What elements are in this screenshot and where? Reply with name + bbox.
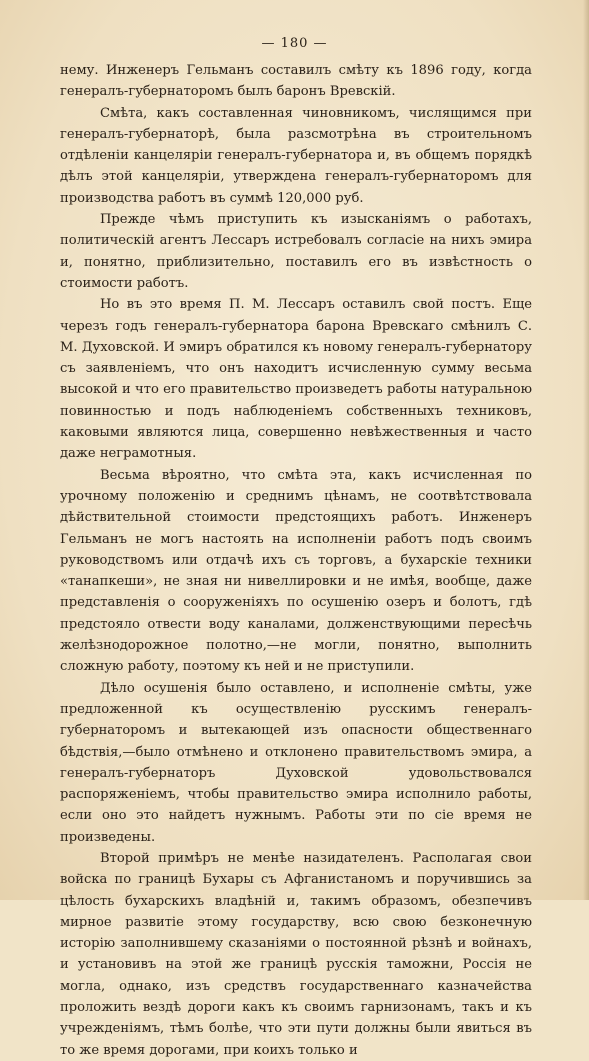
page-edge-shadow [583, 0, 589, 900]
paragraph-5: Весьма вѣроятно, что смѣта эта, какъ исчисленная по урочному положенію и среднимъ цѣнамъ, не соотвѣтствовала дѣйствительной стоимости предстоящихъ работъ. Инженеръ Гельманъ не могъ настоять на исполненіи работъ подъ своимъ руководствомъ или отдачѣ ихъ съ торговъ, а бухарскіе техники «танапкеши», не зная ни нивеллировки и не имѣя, вообще, даже представленія о сооруженіяхъ по осушенію озеръ и болотъ, гдѣ предстояло отвести воду каналами, долженствующими пересѣчь желѣзнодорожное полотно,—не могли, понятно, выполнить сложную работу, поэтому къ ней и не приступили. [60, 467, 532, 675]
paragraph-6: Дѣло осушенія было оставлено, и исполненіе смѣты, уже предложенной къ осуществленію русскимъ генералъ-губернаторомъ и вытекающей изъ опасности общественнаго бѣдствія,—было отмѣнено и отклонено правительствомъ эмира, а генералъ-губернаторъ Духовской удовольствовался распоряженіемъ, чтобы правительство эмира исполнило работы, если оно это найдетъ нужнымъ. Работы эти по сіе время не произведены. [60, 680, 532, 845]
body-text [60, 60, 532, 1061]
paragraph-4: Но въ это время П. М. Лессаръ оставилъ свой постъ. Еще черезъ годъ генералъ-губернатора барона Вревскаго смѣнилъ С. М. Духовской. И эмиръ обратился къ новому генералъ-губернатору съ заявленіемъ, что онъ находитъ исчисленную сумму весьма высокой и что его правительство произведетъ работы натуральною повинностью и подъ наблюденіемъ собственныхъ техниковъ, каковыми являются лица, совершенно невѣжественныя и часто даже неграмотныя. [60, 297, 532, 462]
paragraph-1: нему. Инженеръ Гельманъ составилъ смѣту къ 1896 году, когда генералъ-губернаторомъ былъ баронъ Вревскій. [60, 63, 532, 100]
paragraph-3: Прежде чѣмъ приступить къ изысканіямъ о работахъ, политическій агентъ Лессаръ истребовалъ согласіе на нихъ эмира и, понятно, приблизительно, поставилъ его въ извѣстность о стоимости работъ. [60, 212, 532, 291]
paragraph-7: Второй примѣръ не менѣе назидателенъ. Располагая свои войска по границѣ Бухары съ Афганистаномъ и поручившись за цѣлость бухарскихъ владѣній и, такимъ образомъ, обезпечивъ мирное развитіе этому государству, всю свою безконечную исторію заполнившему сказаніями о постоянной рѣзнѣ и войнахъ, и установивъ на этой же границѣ русскія таможни, Россія не могла, однако, изъ средствъ государственнаго казначейства проложить вездѣ дороги какъ къ своимъ гарнизонамъ, такъ и къ учрежденіямъ, тѣмъ болѣе, что эти пути должны были явиться въ то же время дорогами, при коихъ только и [60, 850, 532, 1058]
paragraph-2: Смѣта, какъ составленная чиновникомъ, числящимся при генералъ-губернаторѣ, была разсмотрѣна въ строительномъ отдѣленіи канцеляріи генералъ-губернатора и, въ общемъ порядкѣ дѣлъ этой канцеляріи, утверждена генералъ-губернаторомъ для производства работъ въ суммѣ 120,000 руб. [60, 105, 532, 206]
page-number: — 180 — [261, 36, 328, 51]
